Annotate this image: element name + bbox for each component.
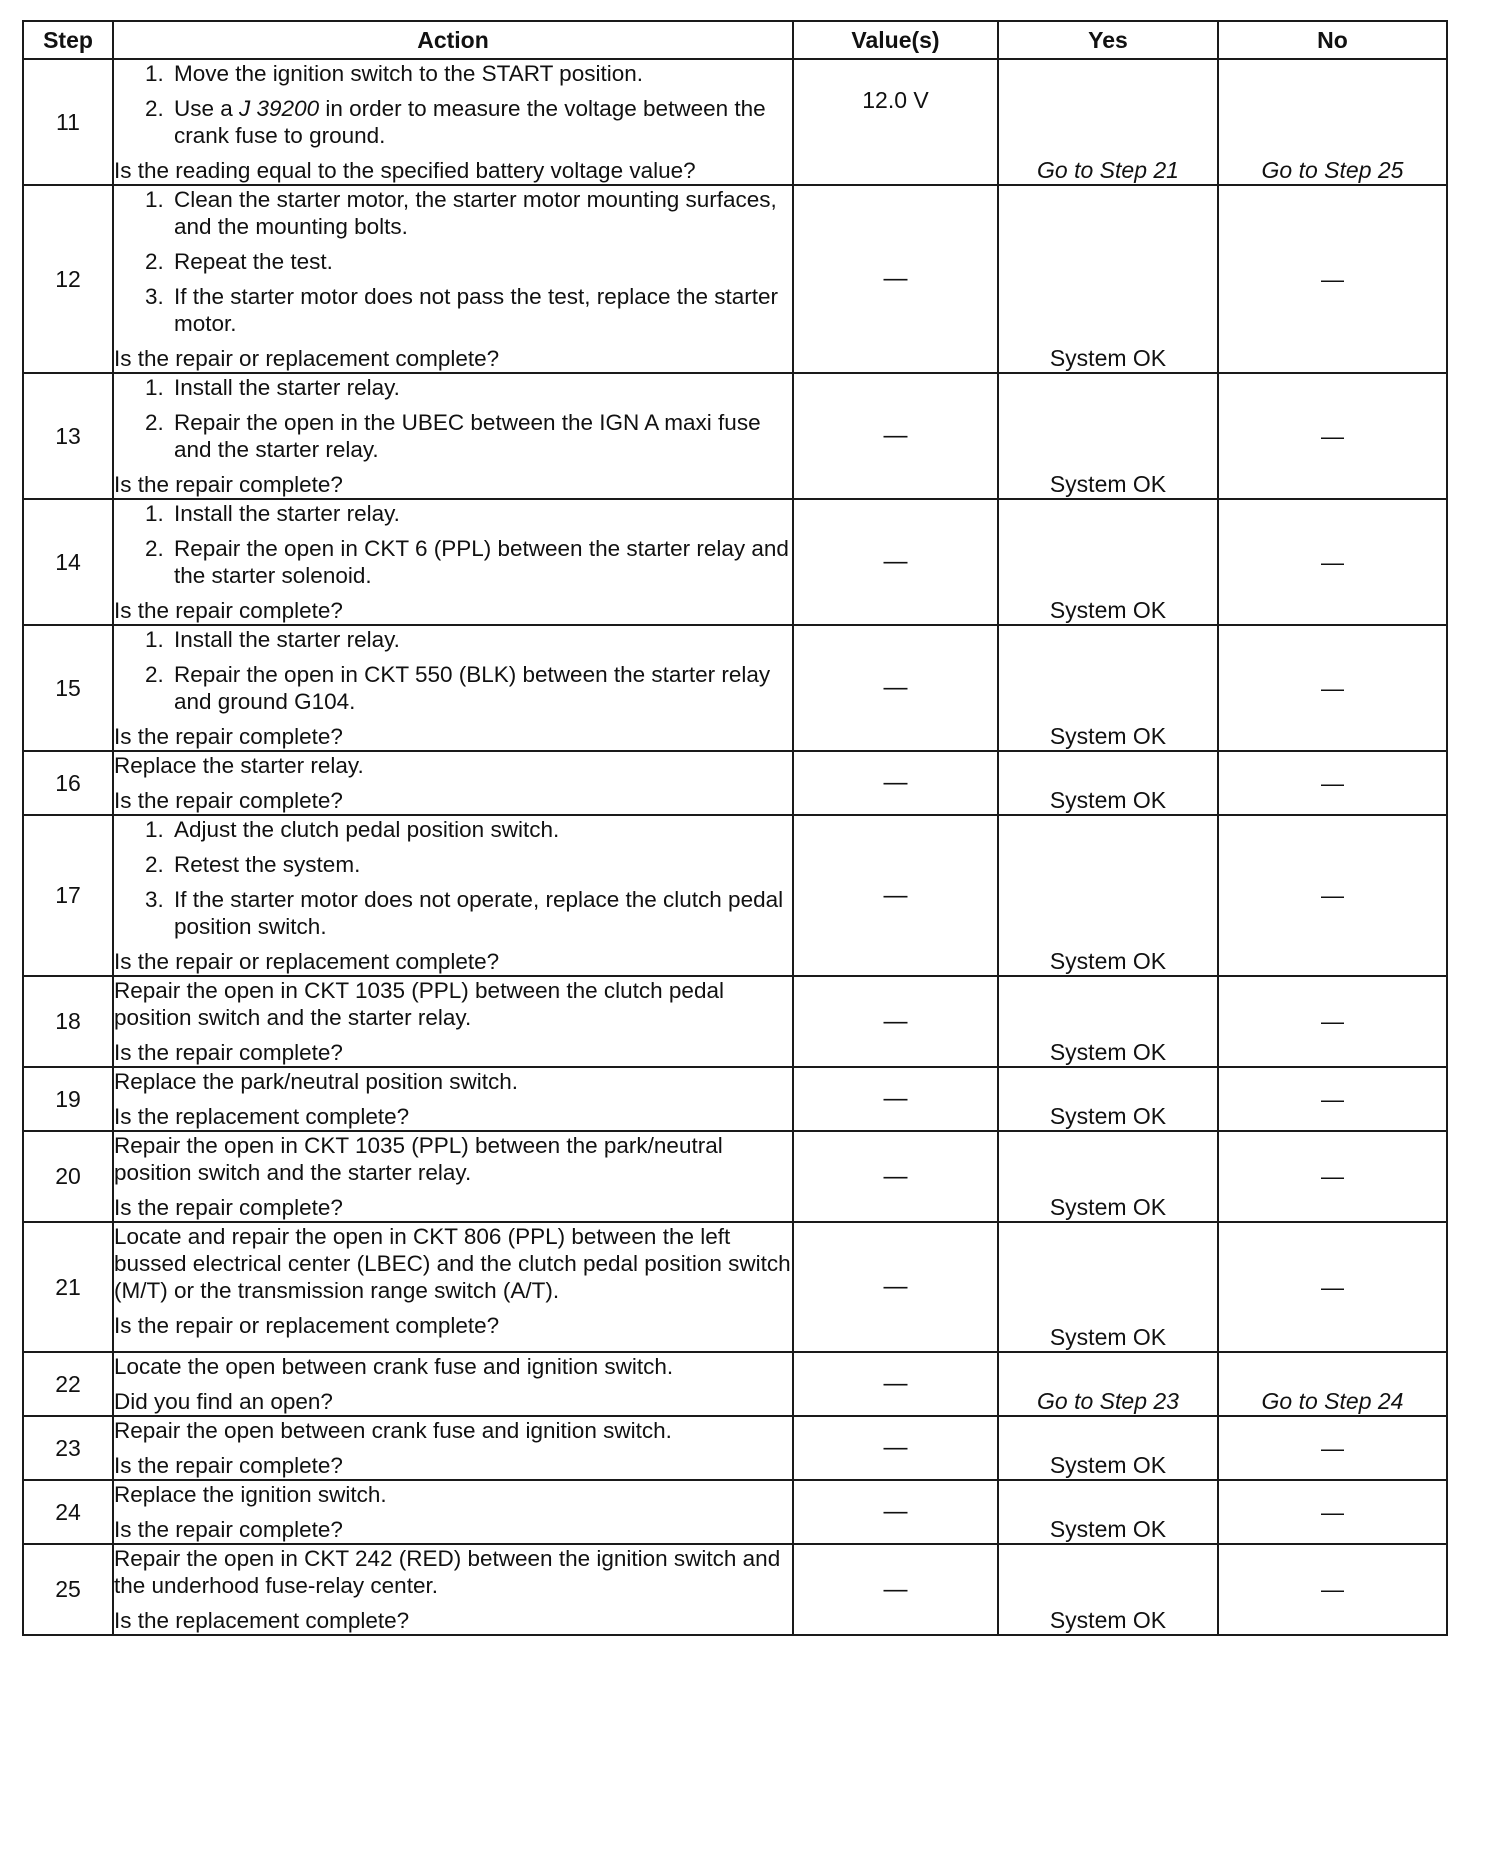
table-row	[23, 815, 1447, 976]
action-step: 1. Install the starter relay.	[170, 500, 792, 527]
value-cell	[793, 976, 998, 1067]
no-result: —	[1321, 422, 1344, 449]
table-row	[23, 1416, 1447, 1480]
step-number: 15	[23, 625, 113, 751]
action-cell	[113, 59, 793, 185]
action-step: 2. Repeat the test.	[170, 248, 792, 275]
action-cell	[113, 1480, 793, 1544]
yes-result: System OK	[1049, 948, 1167, 974]
value-text: —	[883, 1498, 908, 1525]
action-steps-list	[114, 816, 792, 940]
yes-result: System OK	[1049, 723, 1167, 749]
no-cell	[1218, 1480, 1447, 1544]
yes-result: System OK	[1049, 1607, 1167, 1633]
action-question: Is the repair complete?	[114, 598, 343, 623]
no-cell	[1218, 1544, 1447, 1635]
action-cell	[113, 751, 793, 815]
action-steps-list	[114, 60, 792, 149]
diagnostic-table	[22, 20, 1448, 1636]
no-cell	[1218, 499, 1447, 625]
no-result: —	[1321, 1576, 1344, 1602]
action-text: Replace the ignition switch.	[114, 1482, 387, 1507]
action-question: Is the repair complete?	[114, 1040, 343, 1065]
yes-cell	[998, 751, 1218, 815]
value-text: —	[883, 1370, 908, 1397]
action-step: 2. Retest the system.	[170, 851, 792, 878]
action-text: Repair the open in CKT 1035 (PPL) between the park/neutral position switch and the starter relay.	[114, 1133, 723, 1185]
table-row	[23, 1352, 1447, 1416]
action-cell	[113, 1416, 793, 1480]
step-number: 12	[23, 185, 113, 373]
yes-result: System OK	[1049, 1324, 1167, 1350]
table-row	[23, 1480, 1447, 1544]
yes-result: Go to Step 21	[1037, 157, 1179, 183]
no-result: —	[1321, 882, 1344, 908]
table-row	[23, 751, 1447, 815]
action-step: 1. Move the ignition switch to the START position.	[170, 60, 792, 87]
step-number: 18	[23, 976, 113, 1067]
yes-result: System OK	[1049, 1103, 1167, 1129]
action-text: Repair the open in CKT 242 (RED) between the ignition switch and the underhood fuse-relay center.	[114, 1546, 781, 1598]
value-cell	[793, 373, 998, 499]
table-row	[23, 373, 1447, 499]
yes-cell	[998, 499, 1218, 625]
step-number: 20	[23, 1131, 113, 1222]
no-cell	[1218, 1222, 1447, 1352]
action-question: Is the reading equal to the specified battery voltage value?	[114, 158, 696, 183]
no-result: —	[1321, 1163, 1344, 1189]
value-text: —	[883, 881, 908, 909]
no-cell	[1218, 1131, 1447, 1222]
no-cell	[1218, 1416, 1447, 1480]
no-result: Go to Step 24	[1261, 1388, 1404, 1414]
table-row	[23, 625, 1447, 751]
action-question: Did you find an open?	[114, 1389, 333, 1414]
step-number: 19	[23, 1067, 113, 1131]
value-cell	[793, 1131, 998, 1222]
action-question: Is the repair complete?	[114, 1453, 343, 1478]
value-cell	[793, 815, 998, 976]
action-step: 2. Repair the open in CKT 6 (PPL) between the starter relay and the starter solenoid.	[170, 535, 792, 589]
action-cell	[113, 1131, 793, 1222]
value-cell	[793, 1067, 998, 1131]
step-number: 25	[23, 1544, 113, 1635]
action-text: Locate the open between crank fuse and ignition switch.	[114, 1354, 674, 1379]
action-question: Is the replacement complete?	[114, 1104, 410, 1129]
yes-result: System OK	[1049, 471, 1167, 497]
value-text: —	[883, 1162, 908, 1190]
action-question: Is the repair complete?	[114, 1195, 343, 1220]
value-text: —	[883, 1434, 908, 1461]
value-cell	[793, 1544, 998, 1635]
table-row	[23, 1131, 1447, 1222]
no-cell	[1218, 373, 1447, 499]
action-cell	[113, 1544, 793, 1635]
yes-result: Go to Step 23	[1037, 1388, 1179, 1414]
action-text: Replace the starter relay.	[114, 753, 364, 778]
yes-cell	[998, 59, 1218, 185]
action-question: Is the repair or replacement complete?	[114, 1313, 500, 1338]
yes-result: System OK	[1049, 1194, 1167, 1220]
no-result: —	[1321, 769, 1344, 796]
value-text: —	[883, 1085, 908, 1112]
no-result: —	[1321, 548, 1344, 575]
no-result: —	[1321, 1008, 1344, 1034]
step-number: 13	[23, 373, 113, 499]
yes-result: System OK	[1049, 1452, 1167, 1478]
action-step: 3. If the starter motor does not operate, replace the clutch pedal position switch.	[170, 886, 792, 940]
action-step: 1. Adjust the clutch pedal position switch.	[170, 816, 792, 843]
action-steps-list	[114, 374, 792, 463]
value-cell	[793, 499, 998, 625]
yes-result: System OK	[1049, 1039, 1167, 1065]
action-text: Repair the open between crank fuse and ignition switch.	[114, 1418, 672, 1443]
action-question: Is the repair complete?	[114, 788, 343, 813]
value-cell	[793, 751, 998, 815]
table-body	[23, 59, 1447, 1635]
table-row	[23, 59, 1447, 185]
no-cell	[1218, 1352, 1447, 1416]
action-step: 1. Clean the starter motor, the starter motor mounting surfaces, and the mounting bolts.	[170, 186, 792, 240]
yes-cell	[998, 625, 1218, 751]
no-result: —	[1321, 674, 1344, 701]
value-cell	[793, 1480, 998, 1544]
action-question: Is the repair complete?	[114, 1517, 343, 1542]
yes-cell	[998, 815, 1218, 976]
yes-result: System OK	[1049, 345, 1167, 371]
value-cell	[793, 59, 998, 185]
no-result: —	[1321, 1498, 1344, 1525]
value-text: —	[883, 265, 908, 292]
value-text: 12.0 V	[862, 86, 929, 113]
action-cell	[113, 976, 793, 1067]
no-result: —	[1321, 1085, 1344, 1112]
value-text: —	[883, 1007, 908, 1035]
action-question: Is the repair or replacement complete?	[114, 949, 500, 974]
table-row	[23, 1067, 1447, 1131]
action-cell	[113, 373, 793, 499]
value-text: —	[883, 769, 908, 796]
header-step: Step	[23, 21, 113, 59]
yes-cell	[998, 1544, 1218, 1635]
value-text: —	[883, 548, 908, 575]
step-number: 22	[23, 1352, 113, 1416]
value-cell	[793, 1352, 998, 1416]
yes-cell	[998, 373, 1218, 499]
action-step: 2. Repair the open in CKT 550 (BLK) between the starter relay and ground G104.	[170, 661, 792, 715]
action-step: 1. Install the starter relay.	[170, 626, 792, 653]
step-number: 24	[23, 1480, 113, 1544]
action-text: Locate and repair the open in CKT 806 (PPL) between the left bussed electrical center (LBEC) and the clutch pedal position switch (M/T) or the transmission range switch (A/T).	[114, 1224, 791, 1303]
action-question: Is the repair complete?	[114, 724, 343, 749]
table-row	[23, 499, 1447, 625]
step-number: 17	[23, 815, 113, 976]
yes-result: System OK	[1049, 597, 1167, 623]
action-cell	[113, 815, 793, 976]
value-cell	[793, 1222, 998, 1352]
value-cell	[793, 1416, 998, 1480]
action-cell	[113, 625, 793, 751]
no-result: —	[1321, 1273, 1344, 1300]
no-cell	[1218, 1067, 1447, 1131]
no-cell	[1218, 815, 1447, 976]
action-cell	[113, 1067, 793, 1131]
action-step: 2. Repair the open in the UBEC between the IGN A maxi fuse and the starter relay.	[170, 409, 792, 463]
action-cell	[113, 185, 793, 373]
action-text: Repair the open in CKT 1035 (PPL) between the clutch pedal position switch and the starter relay.	[114, 978, 724, 1030]
action-question: Is the repair or replacement complete?	[114, 346, 500, 371]
no-result: —	[1321, 265, 1344, 292]
yes-cell	[998, 1416, 1218, 1480]
yes-cell	[998, 976, 1218, 1067]
yes-cell	[998, 1222, 1218, 1352]
value-cell	[793, 625, 998, 751]
no-result: —	[1321, 1434, 1344, 1461]
yes-cell	[998, 1131, 1218, 1222]
tool-reference: J 39200	[239, 96, 320, 121]
value-text: —	[883, 1273, 908, 1300]
action-steps-list	[114, 500, 792, 589]
action-text: Replace the park/neutral position switch.	[114, 1069, 518, 1094]
header-no: No	[1218, 21, 1447, 59]
no-cell	[1218, 976, 1447, 1067]
table-row	[23, 1544, 1447, 1635]
action-steps-list	[114, 626, 792, 715]
action-cell	[113, 1222, 793, 1352]
action-step: 2. Use a J 39200 in order to measure the voltage between the crank fuse to ground.	[170, 95, 792, 149]
action-steps-list	[114, 186, 792, 337]
header-yes: Yes	[998, 21, 1218, 59]
yes-cell	[998, 1480, 1218, 1544]
action-step: 1. Install the starter relay.	[170, 374, 792, 401]
action-step: 3. If the starter motor does not pass the test, replace the starter motor.	[170, 283, 792, 337]
action-cell	[113, 1352, 793, 1416]
diagnostic-table-page	[22, 20, 1446, 1636]
step-number: 11	[23, 59, 113, 185]
value-cell	[793, 185, 998, 373]
yes-cell	[998, 1067, 1218, 1131]
header-values: Value(s)	[793, 21, 998, 59]
no-cell	[1218, 625, 1447, 751]
value-text: —	[883, 422, 908, 449]
table-row	[23, 976, 1447, 1067]
no-result: Go to Step 25	[1261, 157, 1404, 183]
yes-cell	[998, 185, 1218, 373]
yes-result: System OK	[1049, 787, 1167, 813]
action-cell	[113, 499, 793, 625]
table-row	[23, 185, 1447, 373]
no-cell	[1218, 185, 1447, 373]
step-number: 14	[23, 499, 113, 625]
action-question: Is the repair complete?	[114, 472, 343, 497]
table-row	[23, 1222, 1447, 1352]
step-number: 16	[23, 751, 113, 815]
action-question: Is the replacement complete?	[114, 1608, 410, 1633]
table-header-row	[23, 21, 1447, 59]
step-number: 21	[23, 1222, 113, 1352]
header-action: Action	[113, 21, 793, 59]
yes-result: System OK	[1049, 1516, 1167, 1542]
value-text: —	[883, 1575, 908, 1603]
no-cell	[1218, 751, 1447, 815]
yes-cell	[998, 1352, 1218, 1416]
step-number: 23	[23, 1416, 113, 1480]
no-cell	[1218, 59, 1447, 185]
value-text: —	[883, 674, 908, 701]
